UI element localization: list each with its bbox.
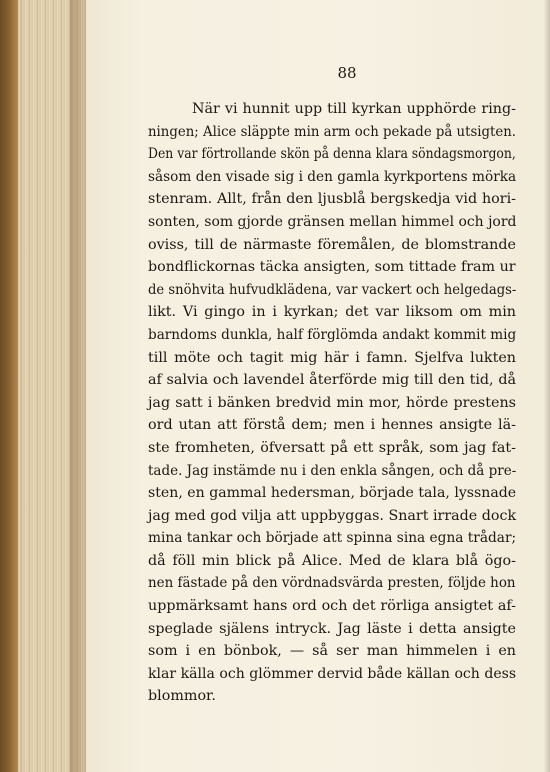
text-line: speglade själens intryck. Jag läste i detta ansigte — [148, 620, 516, 637]
text-line: likt. Vi gingo in i kyrkan; det var liksom om min — [148, 304, 516, 321]
text-line: nen fästade på den vördnadsvärda presten, följde hon — [148, 575, 516, 592]
page-number: 88 — [337, 64, 357, 82]
text-line: sten, en gammal hedersman, började tala, lyssnade — [148, 485, 517, 502]
text-line: ningen; Alice släppte min arm och pekade på utsigten. — [148, 123, 517, 140]
text-line: jag satt i bänken bredvid min mor, hörde prestens — [148, 394, 516, 411]
text-line: såsom den visade sig i den gamla kyrkportens mörka — [148, 168, 517, 185]
text-line: När vi hunnit upp till kyrkan upphörde ring- — [192, 101, 516, 117]
right-page-edge — [544, 0, 550, 772]
text-line: mina tankar och började att spinna sina egna trådar; — [148, 530, 517, 547]
text-line: uppmärksamt hans ord och det rörliga ansigtet af- — [148, 598, 516, 615]
text-line: oviss, till de närmaste föremålen, de blomstrande — [148, 236, 516, 253]
body-text — [148, 98, 516, 708]
text-line: bondflickornas täcka ansigten, som tittade fram ur — [148, 259, 516, 276]
text-line: då föll min blick på Alice. Med de klara blå ögo- — [148, 552, 516, 569]
text-line: ord utan att förstå dem; men i hennes ansigte lä- — [148, 417, 516, 434]
text-line: Den var förtrollande skön på denna klara söndagsmorgon, — [148, 146, 516, 163]
text-line: af salvia och lavendel återförde mig till den tid, då — [148, 372, 516, 389]
text-line: blommor. — [148, 688, 216, 705]
text-line: till möte och tagit mig här i famn. Sjelfva lukten — [148, 349, 516, 366]
text-line: sonten, som gjorde gränsen mellan himmel och jord — [148, 213, 517, 230]
text-line: jag med god vilja att uppbyggas. Snart irrade dock — [148, 507, 517, 524]
text-line: klar källa och glömmer dervid både källan och dess — [148, 665, 517, 682]
text-line: tade. Jag instämde nu i den enkla sången, och då pre- — [148, 462, 517, 479]
text-line: de snöhvita hufvudklädena, var vackert och helgedags- — [148, 281, 517, 298]
text-line: som i en bönbok, — så ser man himmelen i en — [148, 643, 516, 660]
text-line: barndoms dunkla, half förglömda andakt kommit mig — [148, 326, 517, 343]
text-line: ste fromheten, öfversatt på ett språk, som jag fat- — [148, 439, 516, 456]
text-line: stenram. Allt, från den ljusblå bergskedja vid hori- — [148, 191, 516, 208]
